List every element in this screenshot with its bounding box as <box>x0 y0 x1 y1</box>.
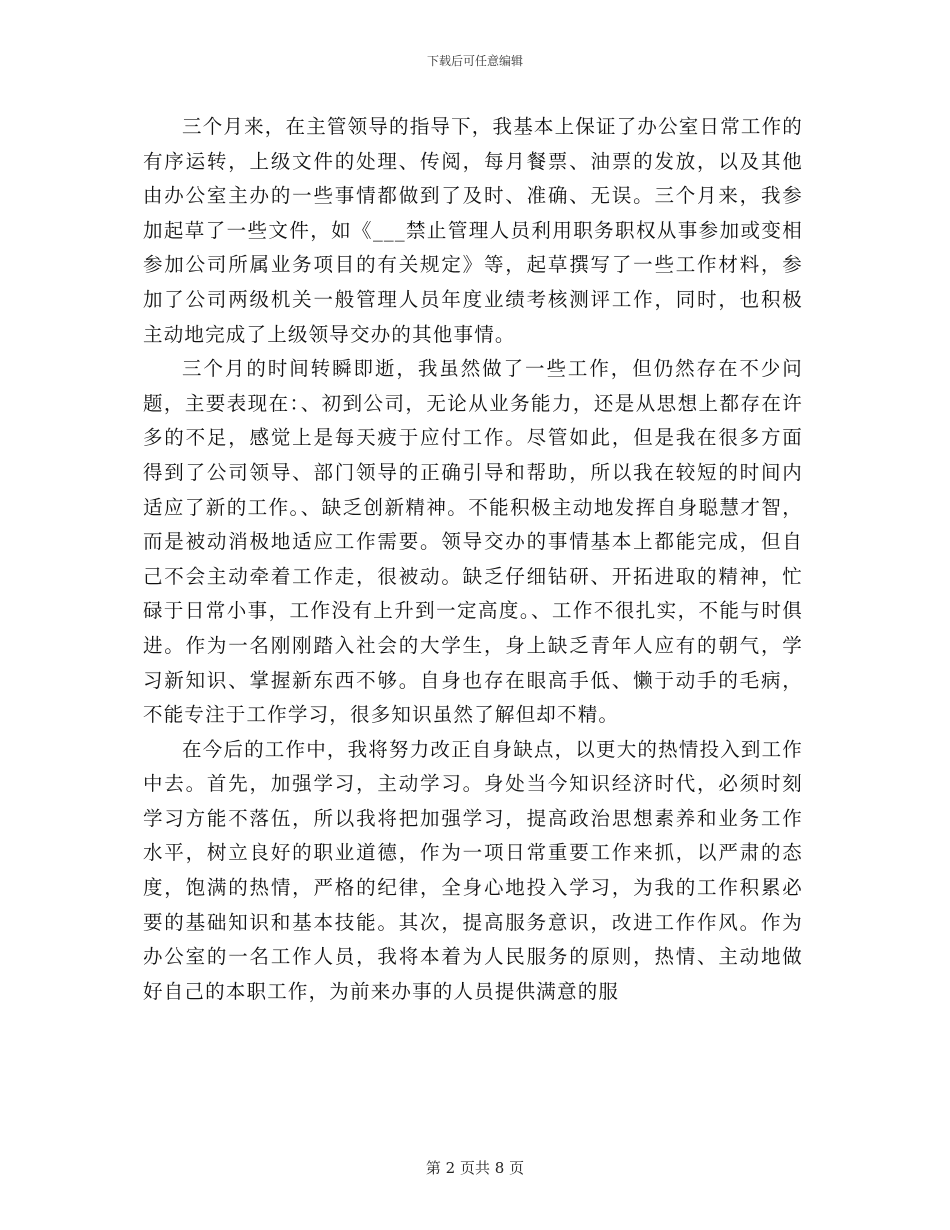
paragraph-future-plans: 在今后的工作中，我将努力改正自身缺点，以更大的热情投入到工作中去。首先，加强学习，主动学习。身处当今知识经济时代，必须时刻学习方能不落伍，所以我将把加强学习，提高政治思想素养和业务工作水平，树立良好的职业道德，作为一项日常重要工作来抓，以严肃的态度，饱满的热情，严格的纪律，全身心地投入学习，为我的工作积累必要的基础知识和基本技能。其次，提高服务意识，改进工作作风。作为办公室的一名工作人员，我将本着为人民服务的原则，热情、主动地做好自己的本职工作，为前来办事的人员提供满意的服 <box>143 737 804 1003</box>
page-header-note: 下载后可任意编辑 <box>426 54 523 68</box>
page-number: 第 2 页共 8 页 <box>425 1159 525 1177</box>
paragraph-problems: 三个月的时间转瞬即逝，我虽然做了一些工作，但仍然存在不少问题，主要表现在：、初到公司，无论从业务能力，还是从思想上都存在许多的不足，感觉上是每天疲于应付工作。尽管如此，但是我在很多方面得到了公司领导、部门领导的正确引导和帮助，所以我在较短的时间内适应了新的工作。、缺乏创新精神。不能积极主动地发挥自身聪慧才智，而是被动消极地适应工作需要。领导交办的事情基本上都能完成，但自己不会主动牵着工作走，很被动。缺乏仔细钻研、开拓进取的精神，忙碌于日常小事，工作没有上升到一定高度。、工作不很扎实，不能与时俱进。作为一名刚刚踏入社会的大学生，身上缺乏青年人应有的朝气，学习新知识、掌握新东西不够。自身也存在眼高手低、懒于动手的毛病，不能专注于工作学习，很多知识虽然了解但却不精。 <box>143 357 803 727</box>
paragraph-work-summary: 三个月来，在主管领导的指导下，我基本上保证了办公室日常工作的有序运转，上级文件的处理、传阅，每月餐票、油票的发放，以及其他由办公室主办的一些事情都做到了及时、准确、无误。三个月来，我参加起草了一些文件，如《___禁止管理人员利用职务职权从事参加或变相参加公司所属业务项目的有关规定》等，起草撰写了一些工作材料，参加了公司两级机关一般管理人员年度业绩考核测评工作，同时，也积极主动地完成了上级领导交办的其他事情。 <box>143 115 804 346</box>
document-body <box>143 110 803 1009</box>
